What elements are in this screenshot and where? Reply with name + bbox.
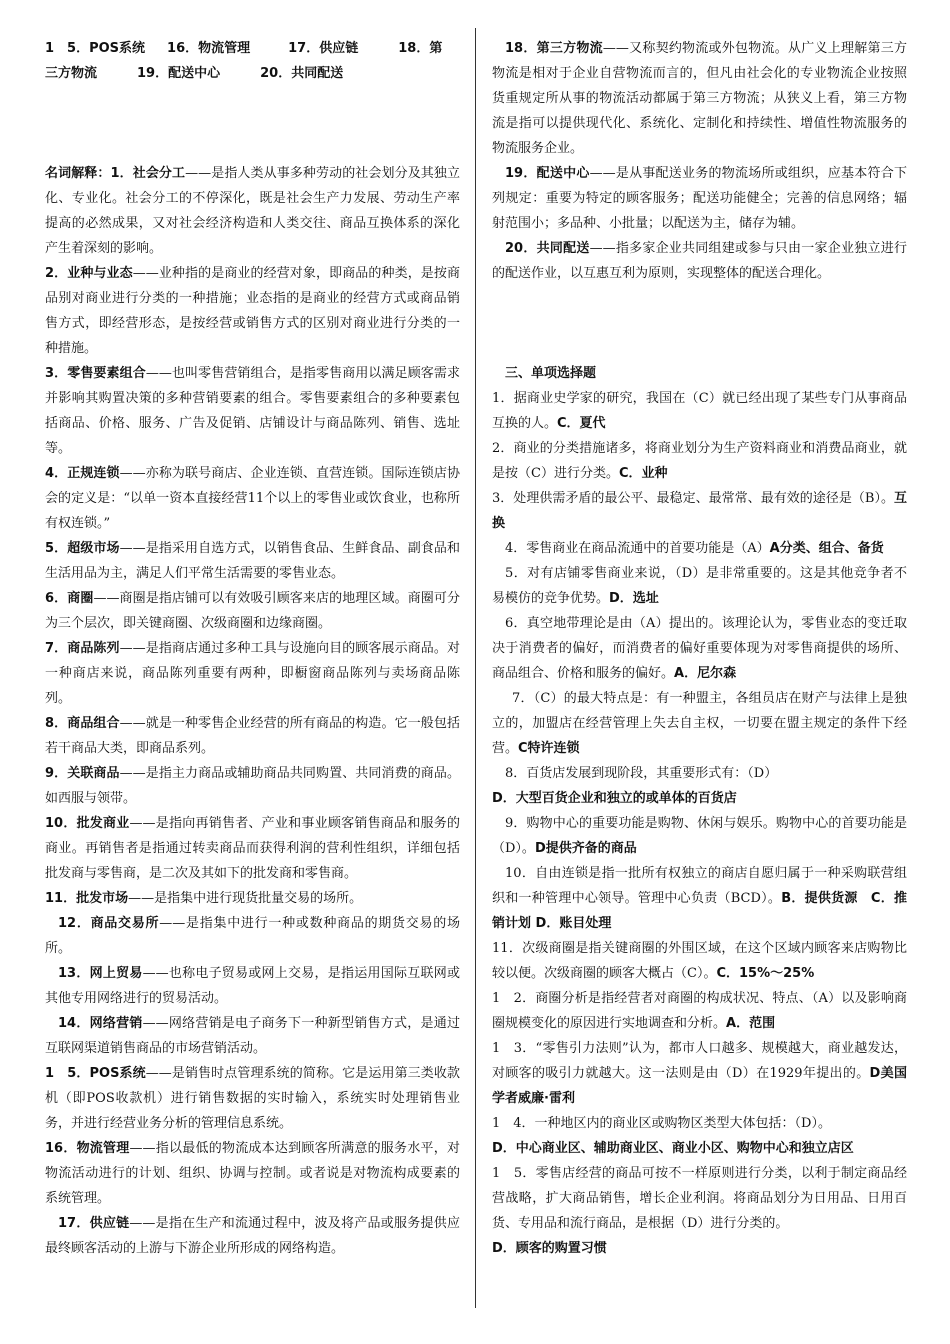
answer-text: C特许连锁 (518, 741, 580, 756)
definition-16 (45, 1136, 460, 1211)
definition-term: 8．商品组合 (45, 716, 120, 731)
question-text: 11．次级商圈是指关键商圈的外围区域，在这个区域内顾客来店购物比较以便。次级商圈的顾客大概占（C）。 (492, 941, 907, 981)
definition-text: ——业种指的是商业的经营对象，即商品的种类，是按商品别对商业进行分类的一种措施；业态指的是商业的经营方式或商品销售方式，即经营形态，是按经营或销售方式的区别对商业进行分类的一种措施。 (45, 266, 460, 356)
top-list-item: 16．物流管理 (167, 41, 251, 56)
question-4 (492, 536, 907, 561)
definition-term: 1．社会分工 (110, 166, 186, 181)
answer-text: D．顾客的购置习惯 (492, 1241, 607, 1256)
left-column (45, 36, 460, 1261)
definition-14 (45, 1011, 460, 1061)
definition-3 (45, 361, 460, 461)
question-11 (492, 936, 907, 986)
definition-10 (45, 811, 460, 886)
question-6 (492, 611, 907, 686)
definition-term: 17．供应链 (58, 1216, 130, 1231)
definition-text: ——是指采用自选方式，以销售食品、生鲜食品、副食品和生活用品为主，满足人们平常生活需要的零售业态。 (45, 541, 460, 581)
question-text: 1．据商业史学家的研究，我国在（C）就已经出现了某些专门从事商品互换的人。 (492, 391, 907, 431)
definition-18 (492, 36, 907, 161)
definition-6 (45, 586, 460, 636)
question-12 (492, 986, 907, 1036)
definition-term: 19．配送中心 (505, 166, 590, 181)
answer-text: D．选址 (609, 591, 659, 606)
question-text: 3．处理供需矛盾的最公平、最稳定、最常常、最有效的途径是（B）。 (492, 491, 894, 506)
question-text: 6．真空地带理论是由（A）提出的。该理论认为，零售业态的变迁取决于消费者的偏好，而消费者的偏好重要体现为对零售商提供的场所、商品组合、价格和服务的偏好。 (492, 616, 907, 681)
question-8 (492, 761, 907, 786)
definition-5 (45, 536, 460, 586)
definition-term: 6．商圈 (45, 591, 94, 606)
definition-term: 10．批发商业 (45, 816, 130, 831)
answer-text: A．尼尔森 (674, 666, 737, 681)
section-title (492, 361, 907, 386)
definition-text: ——是指人类从事多种劳动的社会划分及其独立化、专业化。社会分工的不停深化，既是社会生产力发展、劳动生产率提高的必然成果，又对社会经济构造和人类交往、商品互换体系的深化产生着深刻的影响。 (45, 166, 460, 256)
question-text: 4．零售商业在商品流通中的首要功能是（A） (505, 541, 770, 556)
answer-text: C．15%～25% (716, 966, 815, 981)
top-list-line-2 (45, 61, 460, 86)
definition-text: ——是指向再销售者、产业和事业顾客销售商品和服务的商业。再销售者是指通过转卖商品而获得利润的营利性组织，详细包括批发商与零售商，是二次及其如下的批发商和零售商。 (45, 816, 460, 881)
definition-term: 14．网络营销 (58, 1016, 143, 1031)
definition-17 (45, 1211, 460, 1261)
definition-term: 4．正规连锁 (45, 466, 120, 481)
definition-text: ——也称电子贸易或网上交易，是指运用国际互联网或其他专用网络进行的贸易活动。 (45, 966, 460, 1006)
answer-text: B．提供货源 C．推销计划 D．账目处理 (492, 891, 907, 931)
answer-text: A分类、组合、备货 (769, 541, 884, 556)
answer-15 (492, 1236, 907, 1261)
question-text: 9．购物中心的重要功能是购物、休闲与娱乐。购物中心的首要功能是（D）。 (492, 816, 907, 856)
definition-term: 18．第三方物流 (505, 41, 603, 56)
definition-text: ——是指集中进行现货批量交易的场所。 (128, 891, 363, 906)
question-2 (492, 436, 907, 486)
definition-text: ——是指主力商品或辅助商品共同购置、共同消费的商品。如西服与领带。 (45, 766, 460, 806)
question-9 (492, 811, 907, 861)
definition-text: ——是指集中进行一种或数种商品的期货交易的场所。 (45, 916, 460, 956)
top-list-item: 17．供应链 (288, 41, 359, 56)
question-text: 10．自由连锁是指一批所有权独立的商店自愿归属于一种采购联营组织和一种管理中心领导。管理中心负责（BCD）。 (492, 866, 907, 906)
answer-text: D．中心商业区、辅助商业区、商业小区、购物中心和独立店区 (492, 1141, 854, 1156)
definition-term: 9．关联商品 (45, 766, 120, 781)
answer-text: D．大型百货企业和独立的或单体的百货店 (492, 791, 737, 806)
definition-8 (45, 711, 460, 761)
definition-text: ——指多家企业共同组建或参与只由一家企业独立进行的配送作业，以互惠互利为原则，实现整体的配送合理化。 (492, 241, 907, 281)
answer-text: A．范围 (726, 1016, 776, 1031)
answer-text: 互换 (492, 491, 907, 531)
definition-text: ——商圈是指店铺可以有效吸引顾客来店的地理区域。商圈可分为三个层次，即关键商圈、次级商圈和边缘商圈。 (45, 591, 460, 631)
definition-7 (45, 636, 460, 711)
column-divider (475, 28, 476, 1308)
top-list-item: 18．第 (398, 41, 443, 56)
definition-term: 1 5．POS系统 (45, 1066, 146, 1081)
definition-11 (45, 886, 460, 911)
answer-text: C．夏代 (557, 416, 606, 431)
definition-term: 16．物流管理 (45, 1141, 130, 1156)
definition-text: ——网络营销是电子商务下一种新型销售方式，是通过互联网渠道销售商品的市场营销活动。 (45, 1016, 460, 1056)
definition-text: ——就是一种零售企业经营的所有商品的构造。它一般包括若干商品大类，即商品系列。 (45, 716, 460, 756)
definition-text: ——又称契约物流或外包物流。从广义上理解第三方物流是相对于企业自营物流而言的，但凡由社会化的专业物流企业按照货重规定所从事的物流活动都属于第三方物流；从狭义上看，第三方物流是指可以提供现代化、系统化、定制化和持续性、增值性物流服务的物流服务企业。 (492, 41, 907, 156)
definition-19 (492, 161, 907, 236)
definition-4 (45, 461, 460, 536)
definition-term: 12．商品交易所 (58, 916, 160, 931)
definition-1 (45, 161, 460, 261)
question-3 (492, 486, 907, 536)
question-text: 1 2．商圈分析是指经营者对商圈的构成状况、特点、（A）以及影响商圈规模变化的原因进行实地调查和分析。 (492, 991, 907, 1031)
right-column (492, 36, 907, 1261)
question-text: 8．百货店发展到现阶段，其重要形式有：（D） (505, 766, 778, 781)
definition-term: 13．网上贸易 (58, 966, 143, 981)
definition-text: ——也叫零售营销组合，是指零售商用以满足顾客需求并影响其购置决策的多种营销要素的组合。零售要素组合的多种要素包括商品、价格、服务、广告及促销、店铺设计与商品陈列、销售、选址等。 (45, 366, 460, 456)
top-list-item: 19．配送中心 (137, 66, 221, 81)
question-1 (492, 386, 907, 436)
question-10 (492, 861, 907, 936)
definition-2 (45, 261, 460, 361)
definition-12 (45, 911, 460, 961)
answer-14 (492, 1136, 907, 1161)
question-text: 1 5．零售店经营的商品可按不一样原则进行分类，以利于制定商品经营战略，扩大商品销售，增长企业利润。将商品划分为日用品、日用百货、专用品和流行商品，是根据（D）进行分类的。 (492, 1166, 907, 1231)
question-text: 1 3．“零售引力法则”认为，都市人口越多、规模越大，商业越发达，对顾客的吸引力就越大。这一法则是由（D）在1929年提出的。 (492, 1041, 907, 1081)
question-15 (492, 1161, 907, 1236)
question-5 (492, 561, 907, 611)
definition-text: ——亦称为联号商店、企业连锁、直营连锁。国际连锁店协会的定义是：“以单一资本直接经营11个以上的零售业或饮食业，也称所有权连锁。” (45, 466, 460, 531)
section-title-text: 三、单项选择题 (505, 366, 597, 381)
question-14 (492, 1111, 907, 1136)
definition-text: ——是指在生产和流通过程中，波及将产品或服务提供应最终顾客活动的上游与下游企业所形成的网络构造。 (45, 1216, 460, 1256)
definition-term: 11．批发市场 (45, 891, 129, 906)
top-list-item: 1 5．POS系统 (45, 41, 146, 56)
definition-13 (45, 961, 460, 1011)
definition-20 (492, 236, 907, 286)
question-text: 2．商业的分类措施诸多，将商业划分为生产资料商业和消费品商业，就是按（C）进行分类。 (492, 441, 907, 481)
question-7 (492, 686, 907, 761)
answer-8 (492, 786, 907, 811)
definition-term: 20．共同配送 (505, 241, 590, 256)
definition-term: 2．业种与业态 (45, 266, 133, 281)
question-13 (492, 1036, 907, 1111)
answer-text: D美国学者威廉·雷利 (492, 1066, 907, 1106)
answer-text: D提供齐备的商品 (534, 841, 637, 856)
definition-text: ——是从事配送业务的物流场所或组织，应基本符合下列规定：重要为特定的顾客服务；配送功能健全；完善的信息网络；辐射范围小；多品种、小批量；以配送为主，储存为辅。 (492, 166, 907, 231)
definition-15 (45, 1061, 460, 1136)
section-label: 名词解释： (45, 166, 111, 181)
top-list-item: 三方物流 (45, 66, 98, 81)
question-text: 1 4．一种地区内的商业区或购物区类型大体包括：（D）。 (492, 1116, 831, 1131)
question-text: 5．对有店铺零售商业来说，（D）是非常重要的。这是其他竞争者不易模仿的竞争优势。 (492, 566, 907, 606)
definition-term: 3．零售要素组合 (45, 366, 146, 381)
top-list-line-1 (45, 36, 460, 61)
question-text: 7．（C）的最大特点是：有一种盟主，各组员店在财产与法律上是独立的，加盟店在经营管理上失去自主权，一切要在盟主规定的条件下经营。 (492, 691, 907, 756)
definition-9 (45, 761, 460, 811)
definition-term: 7．商品陈列 (45, 641, 120, 656)
answer-text: C．业种 (618, 466, 668, 481)
top-list-item: 20．共同配送 (260, 66, 344, 81)
definition-text: ——是销售时点管理系统的简称。它是运用第三类收款机（即POS收款机）进行销售数据的实时输入，系统实时处理销售业务，并进行经营业务分析的管理信息系统。 (45, 1066, 460, 1131)
definition-text: ——是指商店通过多种工具与设施向目的顾客展示商品。对一种商店来说，商品陈列重要有两种，即橱窗商品陈列与卖场商品陈列。 (45, 641, 460, 706)
definition-term: 5．超级市场 (45, 541, 120, 556)
definition-text: ——指以最低的物流成本达到顾客所满意的服务水平，对物流活动进行的计划、组织、协调与控制。或者说是对物流构成要素的系统管理。 (45, 1141, 460, 1206)
